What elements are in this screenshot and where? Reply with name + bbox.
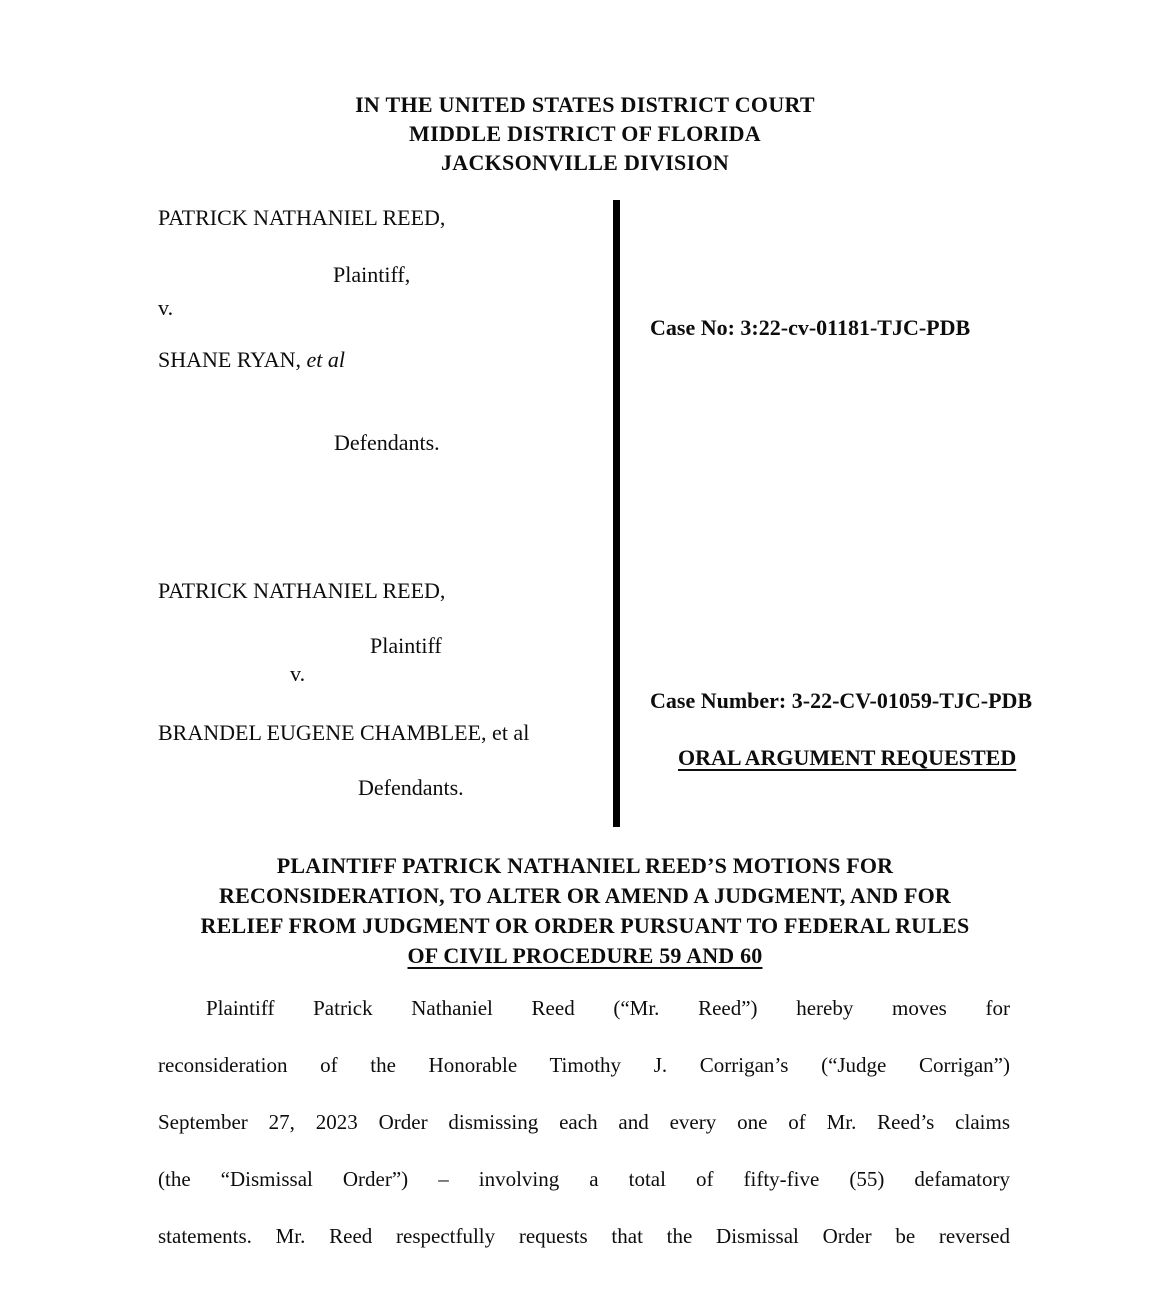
case2-versus: v. [290, 661, 306, 686]
body-line-5: statements. Mr. Reed respectfully requests that the Dismissal Order be reversed [158, 1224, 1010, 1248]
body-line-3: September 27, 2023 Order dismissing each and every one of Mr. Reed’s claims [158, 1110, 1010, 1134]
body-line-4: (the “Dismissal Order”) – involving a total of fifty-five (55) defamatory [158, 1167, 1010, 1191]
case1-defendant-name: SHANE RYAN, [158, 347, 302, 372]
case2-defendants-designation: Defendants. [358, 775, 464, 800]
case1-case-number: Case No: 3:22-cv-01181-TJC-PDB [650, 315, 971, 340]
case1-defendants-designation: Defendants. [334, 430, 440, 455]
motion-title-line-4 [0, 941, 1170, 971]
case2-defendant-name: BRANDEL EUGENE CHAMBLEE, et al [158, 720, 530, 745]
case1-versus: v. [158, 295, 174, 320]
motion-title-line-1: PLAINTIFF PATRICK NATHANIEL REED’S MOTIONS FOR [276, 853, 894, 878]
motion-title-line-4-text: OF CIVIL PROCEDURE 59 AND 60 [407, 943, 763, 968]
court-name: IN THE UNITED STATES DISTRICT COURT [355, 92, 815, 117]
case-caption [158, 200, 1033, 827]
body-paragraph [158, 980, 1010, 1265]
court-header [0, 90, 1170, 177]
court-district: MIDDLE DISTRICT OF FLORIDA [409, 121, 761, 146]
court-division: JACKSONVILLE DIVISION [440, 150, 730, 175]
case1-defendant-et-al: et al [306, 347, 346, 372]
motion-title-line-3: RELIEF FROM JUDGMENT OR ORDER PURSUANT TO FEDERAL RULES [200, 913, 970, 938]
body-line-2: reconsideration of the Honorable Timothy J. Corrigan’s (“Judge Corrigan”) [158, 1053, 1010, 1077]
case1-plaintiff-name: PATRICK NATHANIEL REED, [158, 205, 446, 230]
case2-plaintiff-designation: Plaintiff [370, 633, 442, 658]
body-line-1: Plaintiff Patrick Nathaniel Reed (“Mr. Reed”) hereby moves for [206, 996, 1010, 1020]
motion-title [0, 851, 1170, 971]
motion-title-line-2: RECONSIDERATION, TO ALTER OR AMEND A JUDGMENT, AND FOR [218, 883, 952, 908]
case2-case-number: Case Number: 3-22-CV-01059-TJC-PDB [650, 688, 1033, 713]
case1-defendant-line [158, 347, 345, 373]
oral-argument-notice: ORAL ARGUMENT REQUESTED [678, 745, 1017, 770]
case2-plaintiff-name: PATRICK NATHANIEL REED, [158, 578, 446, 603]
case1-plaintiff-designation: Plaintiff, [333, 262, 411, 287]
caption-divider [613, 200, 620, 827]
